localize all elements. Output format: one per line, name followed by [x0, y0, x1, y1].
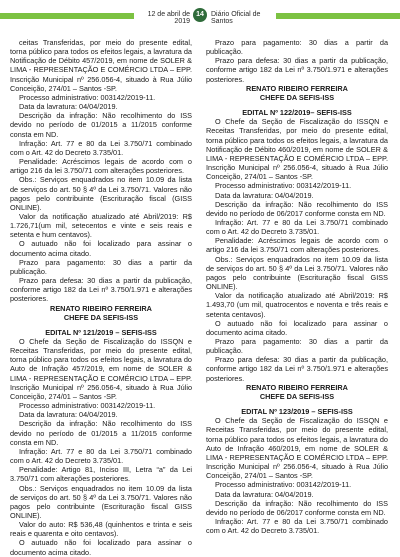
paragraph: Obs.: Serviços enquadrados no item 10.09 da lista de serviços do art. 50 § 4º da Lei 3.750/71. Valores não pagos pelo contribuinte (Escrituração fiscal GISS ONLINE).	[206, 254, 388, 292]
paragraph: Prazo para defesa: 30 dias a partir da publicação, conforme artigo 182 da Lei nº 3.750/1.971 e alterações posteriores.	[206, 56, 388, 84]
page-number-badge: 14	[193, 8, 207, 22]
paragraph: Processo administrativo: 003142/2019-11.	[19, 401, 156, 411]
edital-heading: EDITAL Nº 122/2019– SEFIS-ISS	[242, 108, 352, 118]
paragraph: ceitas Transferidas, por meio do presente edital, torna público para todos os efeitos legais, a lavratura da Notificação de Débito 457/2019, em nome de SOLER & LIMA - REPRESENTAÇÃO E COMÉRCIO LTDA – EPP. Inscrição Municipal nº 256.056-4, situado à Rua Júlio Conceição, 274/01 – Santos -SP.	[10, 38, 192, 93]
edital-heading: EDITAL Nº 123/2019 – SEFIS-ISS	[241, 407, 353, 417]
signature-line: CHEFE DA SEFIS-ISS	[259, 92, 335, 102]
header-bar-right	[276, 13, 400, 19]
paragraph: O autuado não foi localizado para assinar o documento acima citado.	[10, 239, 192, 258]
paragraph: Descrição da infração: Não recolhimento do ISS devido no período de 06/2017 conforme consta em ND.	[206, 498, 388, 517]
paragraph: Infração: Art. 77 e 80 da Lei 3.750/71 combinado com o Art. 42 do Decreto 3.735/01.	[10, 138, 192, 157]
paragraph: Processo administrativo: 003142/2019-11.	[215, 480, 352, 490]
paragraph: Penalidade: Acréscimos legais de acordo com o artigo 216 da lei 3.750/71 com alterações posteriores.	[206, 236, 388, 255]
right-column	[206, 38, 388, 535]
paragraph: Obs.: Serviços enquadrados no item 10.09 da lista de serviços do art. 50 § 4º da Lei 3.750/71. Valores não pagos pelo contribuinte (Escrituração fiscal (GISS ONLINE).	[10, 175, 192, 212]
paragraph: O Chefe da Seção de Fiscalização do ISSQN e Receitas Transferidas, por meio do presente edital, torna público para todos os efeitos legais, a lavratura da Notificação de Débito 460/2019, em nome de SOLER & LIMA - REPRESENTAÇÃO E COMÉRCIO LTDA – EPP. Inscrição Municipal nº 256.056-4, situado à Rua Júlio Conceição, 274/01 – Santos -SP.	[206, 117, 388, 182]
paragraph: Penalidade: Acréscimos legais de acordo com o artigo 216 da lei 3.750/71 com alterações posteriores.	[10, 157, 192, 176]
paragraph: Valor do auto: R$ 536,48 (quinhentos e trinta e seis reais e quarenta e oito centavos).	[10, 520, 192, 539]
paragraph: Valor da notificação atualizado até Abril/2019: R$ 1.493,70 (um mil, quatrocentos e noventa e três reais e setenta centavos).	[206, 291, 388, 319]
paragraph: Valor da notificação atualizado até Abril/2019: R$ 1.726,71(um mil, setecentos e vinte e seis reais e setenta e hum centavos).	[10, 211, 192, 240]
paragraph: Prazo para defesa: 30 dias a partir da publicação, conforme artigo 182 da Lei nº 3.750/1.971 e alterações posteriores.	[206, 355, 388, 383]
paragraph: Processo administrativo: 003142/2019-11.	[215, 181, 352, 191]
paragraph: Prazo para pagamento: 30 dias a partir da publicação.	[10, 257, 192, 276]
paragraph: O Chefe da Seção de Fiscalização do ISSQN e Receitas Transferidas, por meio do presente edital, torna público para todos os efeitos legais, a lavratura do Auto de Infração 460/2019, em nome de SOLER & LIMA - REPRESENTAÇÃO E COMÉRCIO LTDA – EPP. Inscrição Municipal nº 256.056-4, situado à Rua Júlio Conceição, 274/01 – Santos -SP.	[206, 416, 388, 481]
paragraph: Data da lavratura: 04/04/2019.	[19, 102, 118, 112]
edital-heading: EDITAL Nº 121/2019 – SEFIS-ISS	[45, 327, 157, 337]
signature-line: RENATO RIBEIRO FERREIRA	[50, 303, 152, 313]
paragraph: Descrição da infração: Não recolhimento do ISS devido no período de 06/2017 conforme consta em ND.	[206, 199, 388, 218]
signature-line: CHEFE DA SEFIS-ISS	[259, 391, 335, 401]
publication-title: Diário Oficial de Santos	[211, 11, 261, 25]
paragraph: O Chefe da Seção de Fiscalização do ISSQN e Receitas Transferidas, por meio do presente edital, torna público para todos os efeitos legais, a lavratura do Auto de Infração 457/2019, em nome de SOLER & LIMA - REPRESENTAÇÃO E COMÉRCIO LTDA – EPP. Inscrição Municipal nº 256.056-4, situado à Rua Júlio Conceição, 274/01 – Santos -SP.	[10, 337, 192, 401]
left-column	[10, 38, 192, 557]
signature-line: RENATO RIBEIRO FERREIRA	[246, 83, 348, 93]
signature-line: CHEFE DA SEFIS-ISS	[63, 312, 139, 322]
paragraph: Data da lavratura: 04/04/2019.	[215, 489, 314, 499]
header-date: 12 de abril de 2019	[147, 11, 190, 25]
paragraph: Infração: Art. 77 e 80 da Lei 3.750/71 combinado com o Art. 42 do Decreto 3.735/01.	[206, 217, 388, 237]
paragraph: Descrição da infração: Não recolhimento do ISS devido no período de 01/2015 a 11/2015 conforme consta em ND.	[10, 111, 192, 139]
paragraph: Processo administrativo: 003142/2019-11.	[19, 92, 156, 102]
header-bar-left	[0, 13, 134, 19]
paragraph: Data da lavratura: 04/04/2019.	[215, 190, 314, 200]
paragraph: Obs.: Serviços enquadrados no item 10.09 da lista de serviços do art. 50 § 4º da Lei 3.750/71. Valores não pagos pelo contribuinte (Escrituração fiscal GISS ONLINE).	[10, 483, 192, 520]
paragraph: O autuado não foi localizado para assinar o documento acima citado.	[10, 538, 192, 557]
paragraph: Prazo para defesa: 30 dias a partir da publicação, conforme artigo 182 da Lei nº 3.750/1.971 e alterações posteriores.	[10, 276, 192, 304]
paragraph: Descrição da infração: Não recolhimento do ISS devido no período de 01/2015 a 11/2015 conforme consta em ND.	[10, 419, 192, 447]
signature-line: RENATO RIBEIRO FERREIRA	[246, 382, 348, 392]
paragraph: Prazo para pagamento: 30 dias a partir da publicação.	[206, 38, 388, 57]
paragraph: Prazo para pagamento: 30 dias a partir da publicação.	[206, 337, 388, 356]
page-header	[0, 0, 400, 40]
paragraph: Data da lavratura: 04/04/2019.	[19, 410, 118, 420]
paragraph: Infração: Art. 77 e 80 da Lei 3.750/71 combinado com o Art. 42 do Decreto 3.735/01.	[10, 446, 192, 466]
paragraph: Penalidade: Artigo 81, Inciso III, Letra “a” da Lei 3.750/71 com alterações posteriores.	[10, 465, 192, 484]
paragraph: Infração: Art. 77 e 80 da Lei 3.750/71 combinado com o Art. 42 do Decreto 3.735/01.	[206, 516, 388, 536]
paragraph: O autuado não foi localizado para assinar o documento acima citado.	[206, 318, 388, 337]
